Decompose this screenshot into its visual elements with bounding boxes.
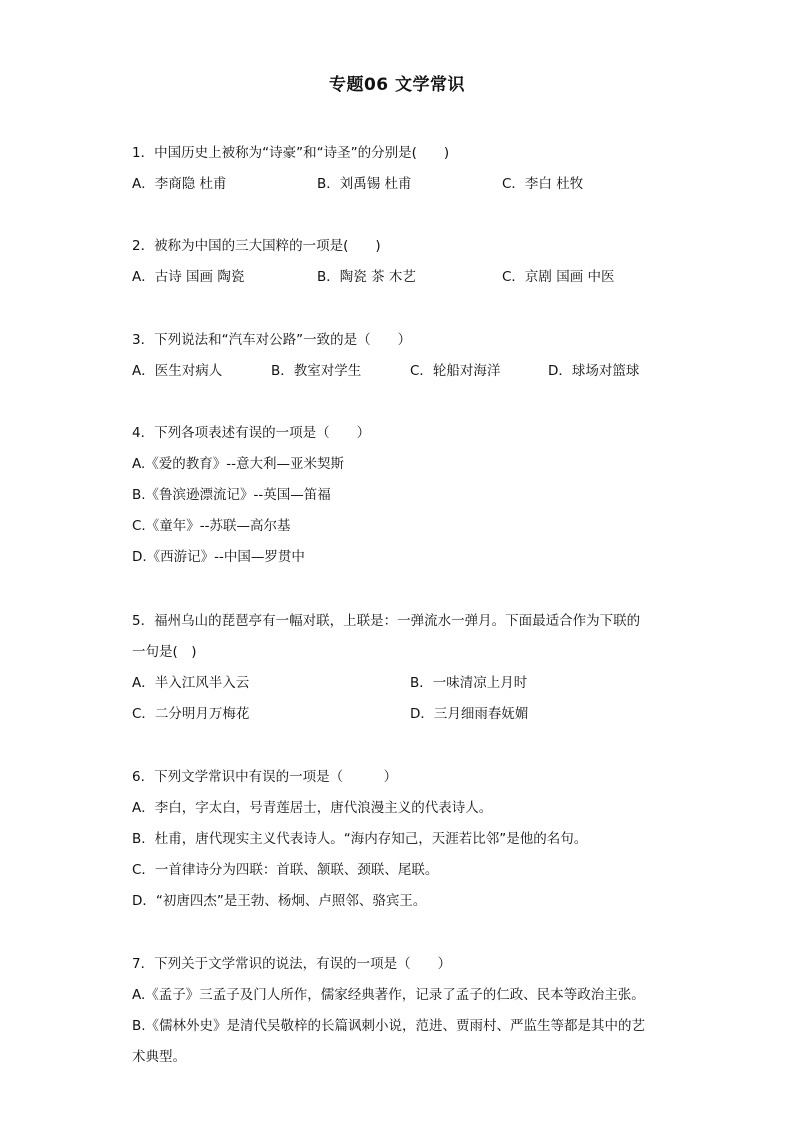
question-5-option-a: A．半入江风半入云 [132, 675, 250, 691]
question-6-option-c: C．一首律诗分为四联：首联、颔联、颈联、尾联。 [132, 862, 439, 878]
question-7-option-b-line-2: 术典型。 [132, 1049, 186, 1065]
question-2-option-c: C．京剧 国画 中医 [502, 269, 615, 285]
question-4-stem: 4．下列各项表述有误的一项是（ ） [132, 425, 371, 441]
question-5-stem-line-2: 一句是( ) [132, 644, 197, 660]
question-2-option-a: A．古诗 国画 陶瓷 [132, 269, 245, 285]
question-6-option-b: B．杜甫，唐代现实主义代表诗人。“海内存知己，天涯若比邻”是他的名句。 [132, 831, 588, 847]
question-3-option-b: B．教室对学生 [271, 363, 362, 379]
question-6-option-a: A．李白，字太白，号青莲居士，唐代浪漫主义的代表诗人。 [132, 800, 493, 816]
question-7-option-a: A.《孟子》三孟子及门人所作，儒家经典著作，记录了孟子的仁政、民本等政治主张。 [132, 987, 645, 1003]
question-1-option-b: B．刘禹锡 杜甫 [317, 176, 412, 192]
question-3-option-d: D．球场对篮球 [548, 363, 640, 379]
question-2-option-b: B．陶瓷 茶 木艺 [317, 269, 416, 285]
question-4-option-c: C.《童年》--苏联—高尔基 [132, 518, 291, 534]
question-5-option-b: B．一味清凉上月时 [410, 675, 528, 691]
question-3-option-a: A．医生对病人 [132, 363, 223, 379]
question-3-stem: 3．下列说法和“汽车对公路”一致的是（ ） [132, 332, 412, 348]
question-1-option-c: C．李白 杜牧 [502, 176, 584, 192]
question-3-option-c: C．轮船对海洋 [410, 363, 501, 379]
question-4-option-d: D.《西游记》--中国—罗贯中 [132, 549, 305, 565]
question-7-option-b-line-1: B.《儒林外史》是清代吴敬梓的长篇讽刺小说，范进、贾雨村、严监生等都是其中的艺 [132, 1018, 646, 1034]
question-5-stem-line-1: 5．福州乌山的琵琶亭有一幅对联，上联是：一弹流水一弹月。下面最适合作为下联的 [132, 613, 641, 629]
question-6-stem: 6．下列文学常识中有误的一项是（ ） [132, 769, 398, 785]
question-1-option-a: A．李商隐 杜甫 [132, 176, 227, 192]
question-6-option-d: D．“初唐四杰”是王勃、杨炯、卢照邻、骆宾王。 [132, 893, 427, 909]
question-4-option-a: A.《爱的教育》--意大利—亚米契斯 [132, 456, 345, 472]
question-2-stem: 2．被称为中国的三大国粹的一项是( ) [132, 238, 381, 254]
question-5-option-d: D．三月细雨春妩媚 [410, 706, 529, 722]
page-title: 专题06 文学常识 [328, 75, 466, 95]
question-7-stem: 7．下列关于文学常识的说法，有误的一项是（ ） [132, 956, 452, 972]
question-1-stem: 1．中国历史上被称为“诗豪”和“诗圣”的分别是( ) [132, 145, 450, 161]
question-5-option-c: C．二分明月万梅花 [132, 706, 250, 722]
question-4-option-b: B.《鲁滨逊漂流记》--英国—笛福 [132, 487, 331, 503]
